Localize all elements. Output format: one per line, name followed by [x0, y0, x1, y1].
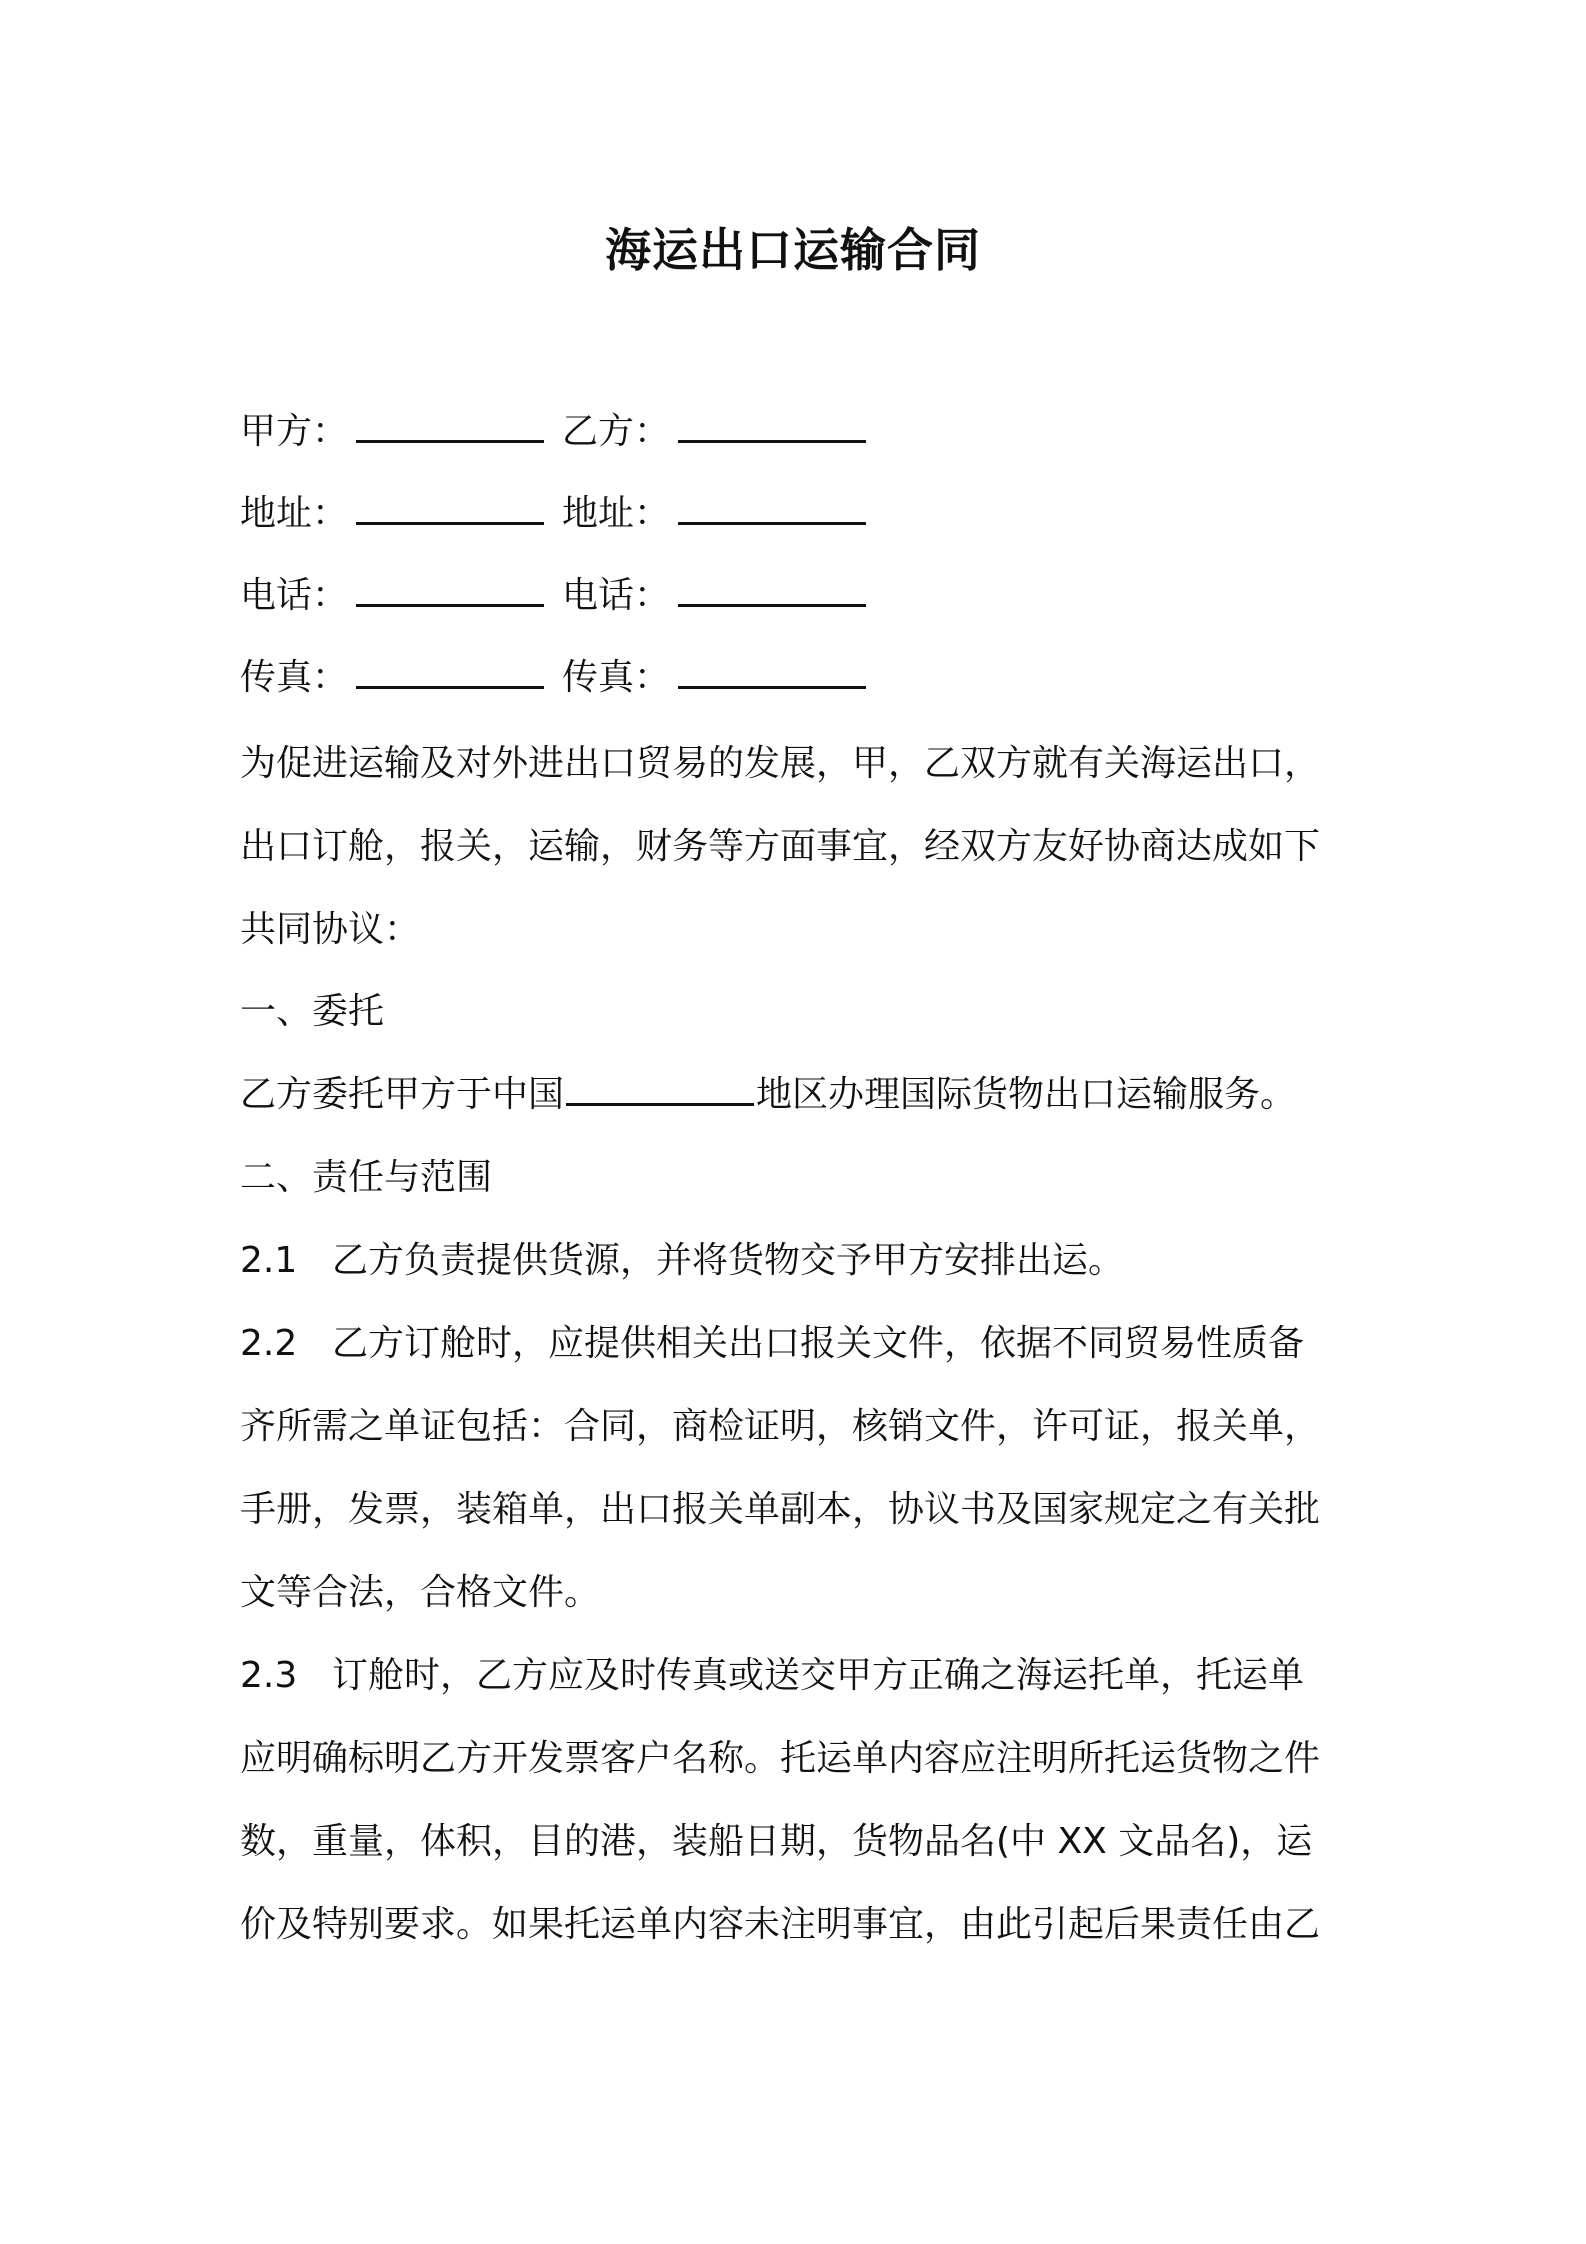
address-b-label: 地址：: [562, 493, 671, 534]
party-row-2: [240, 484, 671, 544]
party-row-3: [240, 566, 671, 626]
clause-2-2-line-4: 文等合法，合格文件。: [240, 1572, 601, 1613]
clause-2-2-line-3: 手册，发票，装箱单，出口报关单副本，协议书及国家规定之有关批: [240, 1489, 1321, 1530]
clause-2-3-text-1: 订舱时，乙方应及时传真或送交甲方正确之海运托单，托运单: [332, 1655, 1305, 1696]
section-2-heading: 二、责任与范围: [240, 1157, 493, 1198]
party-row-4: [240, 648, 671, 708]
phone-a-label: 电话：: [240, 575, 349, 616]
clause-2-2-line-2: 齐所需之单证包括：合同，商检证明，核销文件，许可证，报关单，: [240, 1406, 1321, 1447]
document-title: 海运出口运输合同: [605, 223, 981, 277]
intro-line-3: 共同协议：: [240, 909, 421, 950]
address-b-blank: [678, 518, 866, 525]
intro-line-2: 出口订舱，报关，运输，财务等方面事宜，经双方友好协商达成如下: [240, 826, 1321, 867]
phone-a-blank: [356, 600, 544, 607]
party-a-label: 甲方：: [240, 411, 349, 452]
fax-a-blank: [356, 682, 544, 689]
clause-2-3-line-1: [240, 1646, 1350, 1706]
clause-2-2-number: 2.2: [240, 1323, 298, 1364]
clause-2-3-line-2: 应明确标明乙方开发票客户名称。托运单内容应注明所托运货物之件: [240, 1738, 1321, 1779]
clause-2-3-line-3: 数，重量，体积，目的港，装船日期，货物品名(中 XX 文品名)，运: [240, 1821, 1313, 1862]
clause-2-3-line-4: 价及特别要求。如果托运单内容未注明事宜，由此引起后果责任由乙: [240, 1904, 1321, 1945]
section-1-text-after: 地区办理国际货物出口运输服务。: [756, 1074, 1297, 1115]
fax-b-label: 传真：: [562, 657, 671, 698]
clause-2-3-number: 2.3: [240, 1655, 298, 1696]
clause-2-1: [240, 1231, 1350, 1291]
clause-2-1-text: 乙方负责提供货源，并将货物交予甲方安排出运。: [332, 1240, 1125, 1281]
section-1-heading: 一、委托: [240, 991, 385, 1032]
section-1-text-before: 乙方委托甲方于中国: [240, 1074, 565, 1115]
party-b-blank: [678, 436, 866, 443]
fax-b-blank: [678, 682, 866, 689]
phone-b-blank: [678, 600, 866, 607]
party-b-label: 乙方：: [562, 411, 671, 452]
region-blank: [566, 1099, 754, 1106]
clause-2-2-text-1: 乙方订舱时，应提供相关出口报关文件，依据不同贸易性质备: [332, 1323, 1305, 1364]
address-a-label: 地址：: [240, 493, 349, 534]
section-1-text: [240, 1065, 1350, 1125]
clause-2-2-line-1: [240, 1314, 1350, 1374]
party-a-blank: [356, 436, 544, 443]
address-a-blank: [356, 518, 544, 525]
party-row-1: [240, 402, 671, 462]
phone-b-label: 电话：: [562, 575, 671, 616]
fax-a-label: 传真：: [240, 657, 349, 698]
intro-line-1: 为促进运输及对外进出口贸易的发展，甲，乙双方就有关海运出口，: [240, 743, 1321, 784]
clause-2-1-number: 2.1: [240, 1240, 298, 1281]
